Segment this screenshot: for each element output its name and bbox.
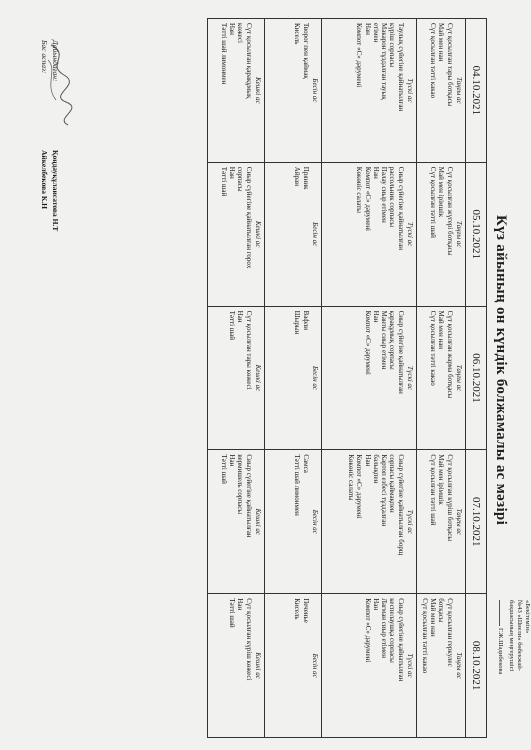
meal-heading: Таңғы ас (455, 652, 463, 679)
dish-item: Тәтті шай (228, 310, 237, 341)
meal-cell (208, 594, 265, 738)
dish-item: Компот «С» дәрумені (363, 166, 372, 232)
meal-cell (322, 450, 417, 594)
dish-item: сорпасы (236, 166, 245, 192)
meal-cell (417, 162, 466, 306)
dish-item: Нан (228, 454, 237, 467)
meal-cell (265, 19, 322, 163)
dish-item: балықпен (371, 454, 380, 484)
dish-item: ботқасы (437, 598, 446, 623)
lunch-row (322, 19, 417, 738)
dish-item: Сүт қосылған тәтті какао (429, 310, 438, 386)
dish-item: Сүт қосылған қарақұмық (244, 23, 253, 99)
approval-line-3: бақшасының меңгерушісі (508, 600, 515, 672)
dish-item: Сүт қосылған тәтті шай (429, 166, 438, 238)
dish-item: вермишель сорпасы (236, 454, 245, 515)
dinner-row (208, 19, 265, 738)
dish-item: Компот «С» дәрумені (363, 310, 372, 375)
dish-item: етімен (371, 23, 380, 43)
dish-item: қарақұмық сорпасы (388, 310, 397, 370)
head-signature-line (499, 600, 507, 626)
meal-cell (265, 594, 322, 738)
meal-cell (322, 19, 417, 163)
dish-item: Шырын (293, 310, 302, 335)
dish-item: Кисель (293, 23, 302, 45)
meal-heading: Кешкі ас (254, 220, 262, 248)
dish-item: Сүт қосылған тары көжесі (244, 310, 253, 390)
dish-item: Вафли (301, 310, 310, 330)
prepared-by-label: Дайындаған: (51, 40, 60, 82)
date-header-row (466, 19, 487, 738)
dish-item: Сүт қосылған жүгері ботқасы (445, 166, 454, 256)
meal-heading: Бесін ас (311, 78, 319, 103)
approval-line-2: №43 «Шиели» бөбекжай- (516, 600, 523, 671)
dish-item: Нан (371, 598, 380, 611)
date-header: 08.10.2021 (466, 594, 487, 738)
meal-cell (208, 19, 265, 163)
dish-item: Пряник (301, 166, 310, 190)
date-header: 04.10.2021 (466, 19, 487, 163)
dish-item: Нан (236, 598, 245, 611)
date-header: 07.10.2021 (466, 450, 487, 594)
meal-heading: Бесін ас (311, 365, 319, 390)
dish-item: Сүт қосылған тәтті какао (429, 23, 438, 99)
dish-item: Көкөніс салаты (346, 454, 355, 501)
dish-item: Сүт қосылған жарма ботқасы (445, 310, 454, 399)
dish-item: Сиыр сүйегіне қайнатылған борщ (396, 454, 405, 556)
dish-item: Сүт қосылған тәтті шай (429, 454, 438, 526)
dish-item: Май мен нан (437, 310, 446, 350)
dish-item: Май мен нан (437, 23, 446, 62)
approval-stamp (496, 600, 531, 740)
meal-cell (417, 594, 466, 738)
meal-heading: Бесін ас (311, 509, 319, 534)
signature-block (39, 40, 61, 232)
meal-cell (265, 162, 322, 306)
meal-cell (417, 19, 466, 163)
dish-item: Тәтті шай (228, 598, 237, 628)
meal-heading: Таңғы ас (455, 220, 463, 248)
dish-item: Нан (363, 454, 372, 467)
dish-item: Нан (371, 310, 380, 323)
dish-item: Палау сиыр етімен (380, 166, 389, 223)
meal-heading: Түскі ас (406, 365, 414, 391)
head-chef-label: Бас аспаз: (40, 40, 49, 74)
meal-cell (208, 162, 265, 306)
dish-item: Сүт қосылған тары ботқасы (445, 23, 454, 107)
meal-cell (208, 450, 265, 594)
dish-item: Нан (228, 23, 237, 35)
dish-item: Самса (301, 454, 310, 473)
dish-item: Айран (293, 166, 302, 186)
dish-item: Май мен ірімшік (437, 454, 446, 505)
dish-item: Сиыр сүйегіне қайнатылған (244, 454, 253, 538)
document-title: Күз айының он күндік болжамалы ас мәзірі (493, 214, 509, 526)
dish-item: Май мен ірімшік (437, 166, 446, 218)
dish-item: Компот «С» дәрумені (355, 454, 364, 519)
dish-item: Картоп езбесі тұздалған (380, 454, 389, 527)
dish-item: күріш сорпасы (388, 23, 397, 68)
dish-item: Сиыр сүйегіне қайнатылған (396, 598, 405, 682)
dish-item: кеспелаушқа сорпасы (388, 598, 397, 663)
date-header: 06.10.2021 (466, 306, 487, 450)
snack-row (265, 19, 322, 738)
dish-item: Нан (363, 23, 372, 35)
date-header: 05.10.2021 (466, 162, 487, 306)
meal-heading: Бесін ас (311, 222, 319, 247)
meal-heading: Кешкі ас (254, 652, 262, 679)
dish-item: Компот «С» дәрумені (355, 23, 364, 88)
dish-item: Тәтті шай лимонмен (293, 454, 302, 516)
meal-heading: Кешкі ас (254, 364, 262, 392)
meal-cell (265, 450, 322, 594)
meal-cell (265, 306, 322, 450)
dish-item: Печенье (301, 598, 310, 623)
dish-item: Тәтті шай (219, 454, 228, 484)
dish-item: Макарон тұздалған тауық (380, 23, 389, 100)
meal-heading: Түскі ас (406, 222, 414, 247)
meal-heading: Түскі ас (406, 509, 414, 534)
meal-cell (208, 306, 265, 450)
meal-heading: Түскі ас (406, 78, 414, 103)
dish-item: Сиыр сүйегіне қайнатылған (396, 166, 405, 250)
dish-item: Манты сиыр етімен (380, 310, 389, 370)
dish-item: Сүт қосылған геркулес (445, 598, 454, 667)
meal-heading: Кешкі ас (254, 508, 262, 536)
approval-line-4: Г.Ж.Шадибекова (497, 628, 504, 675)
dish-item: сорпасы қаймақпен (388, 454, 397, 513)
meal-heading: Кешкі ас (254, 77, 262, 104)
meal-heading: Таңғы ас (455, 364, 463, 392)
dish-item: Тәтті шай (219, 166, 228, 197)
dish-item: Нан (371, 166, 380, 179)
dish-item: Тәтті шай лимонмен (219, 23, 228, 85)
dish-item: Лагман сиыр етімен (380, 598, 389, 659)
dish-item: Творог пен қаймақ (301, 23, 310, 79)
dish-item: Компот «С» дәрумені (363, 598, 372, 663)
head-chef-name: Айкелбекова К.Н (40, 150, 49, 209)
dish-item: Нан (236, 310, 245, 323)
meal-cell (417, 450, 466, 594)
meal-heading: Таңғы ас (455, 508, 463, 536)
dish-item: Сүт қосылған тәтті какао (420, 598, 429, 674)
meal-cell (322, 594, 417, 738)
breakfast-row (417, 19, 466, 738)
dish-item: Көкөніс салаты (355, 166, 364, 213)
dish-item: Сүт қосылған күріш ботқасы (445, 454, 454, 542)
meal-cell (322, 306, 417, 450)
meal-cell (417, 306, 466, 450)
prepared-by-name: Қоңдауқұлаисатова Н.Т (51, 150, 60, 232)
dish-item: Сиыр сүйегіне қайнатылған гороx (244, 166, 253, 269)
approval-line-1: «Бекітемін» (524, 600, 531, 634)
meal-cell (322, 162, 417, 306)
dish-item: Кисель (293, 598, 302, 620)
meal-heading: Таңғы ас (455, 77, 463, 104)
dish-item: Таулық сүйегіне қайнатылған (396, 23, 405, 112)
dish-item: рассольник сорпасы (388, 166, 397, 228)
dish-item: Нан (228, 166, 237, 179)
dish-item: көжесі (236, 23, 245, 43)
meal-heading: Бесін ас (311, 653, 319, 678)
dish-item: Май мен нан (429, 598, 438, 637)
dish-item: Сиыр сүйегіне қайнатылған (396, 310, 405, 394)
dish-item: Сүт қосылған күріш көжесі (244, 598, 253, 681)
menu-table (207, 18, 487, 738)
meal-heading: Түскі ас (406, 653, 414, 678)
